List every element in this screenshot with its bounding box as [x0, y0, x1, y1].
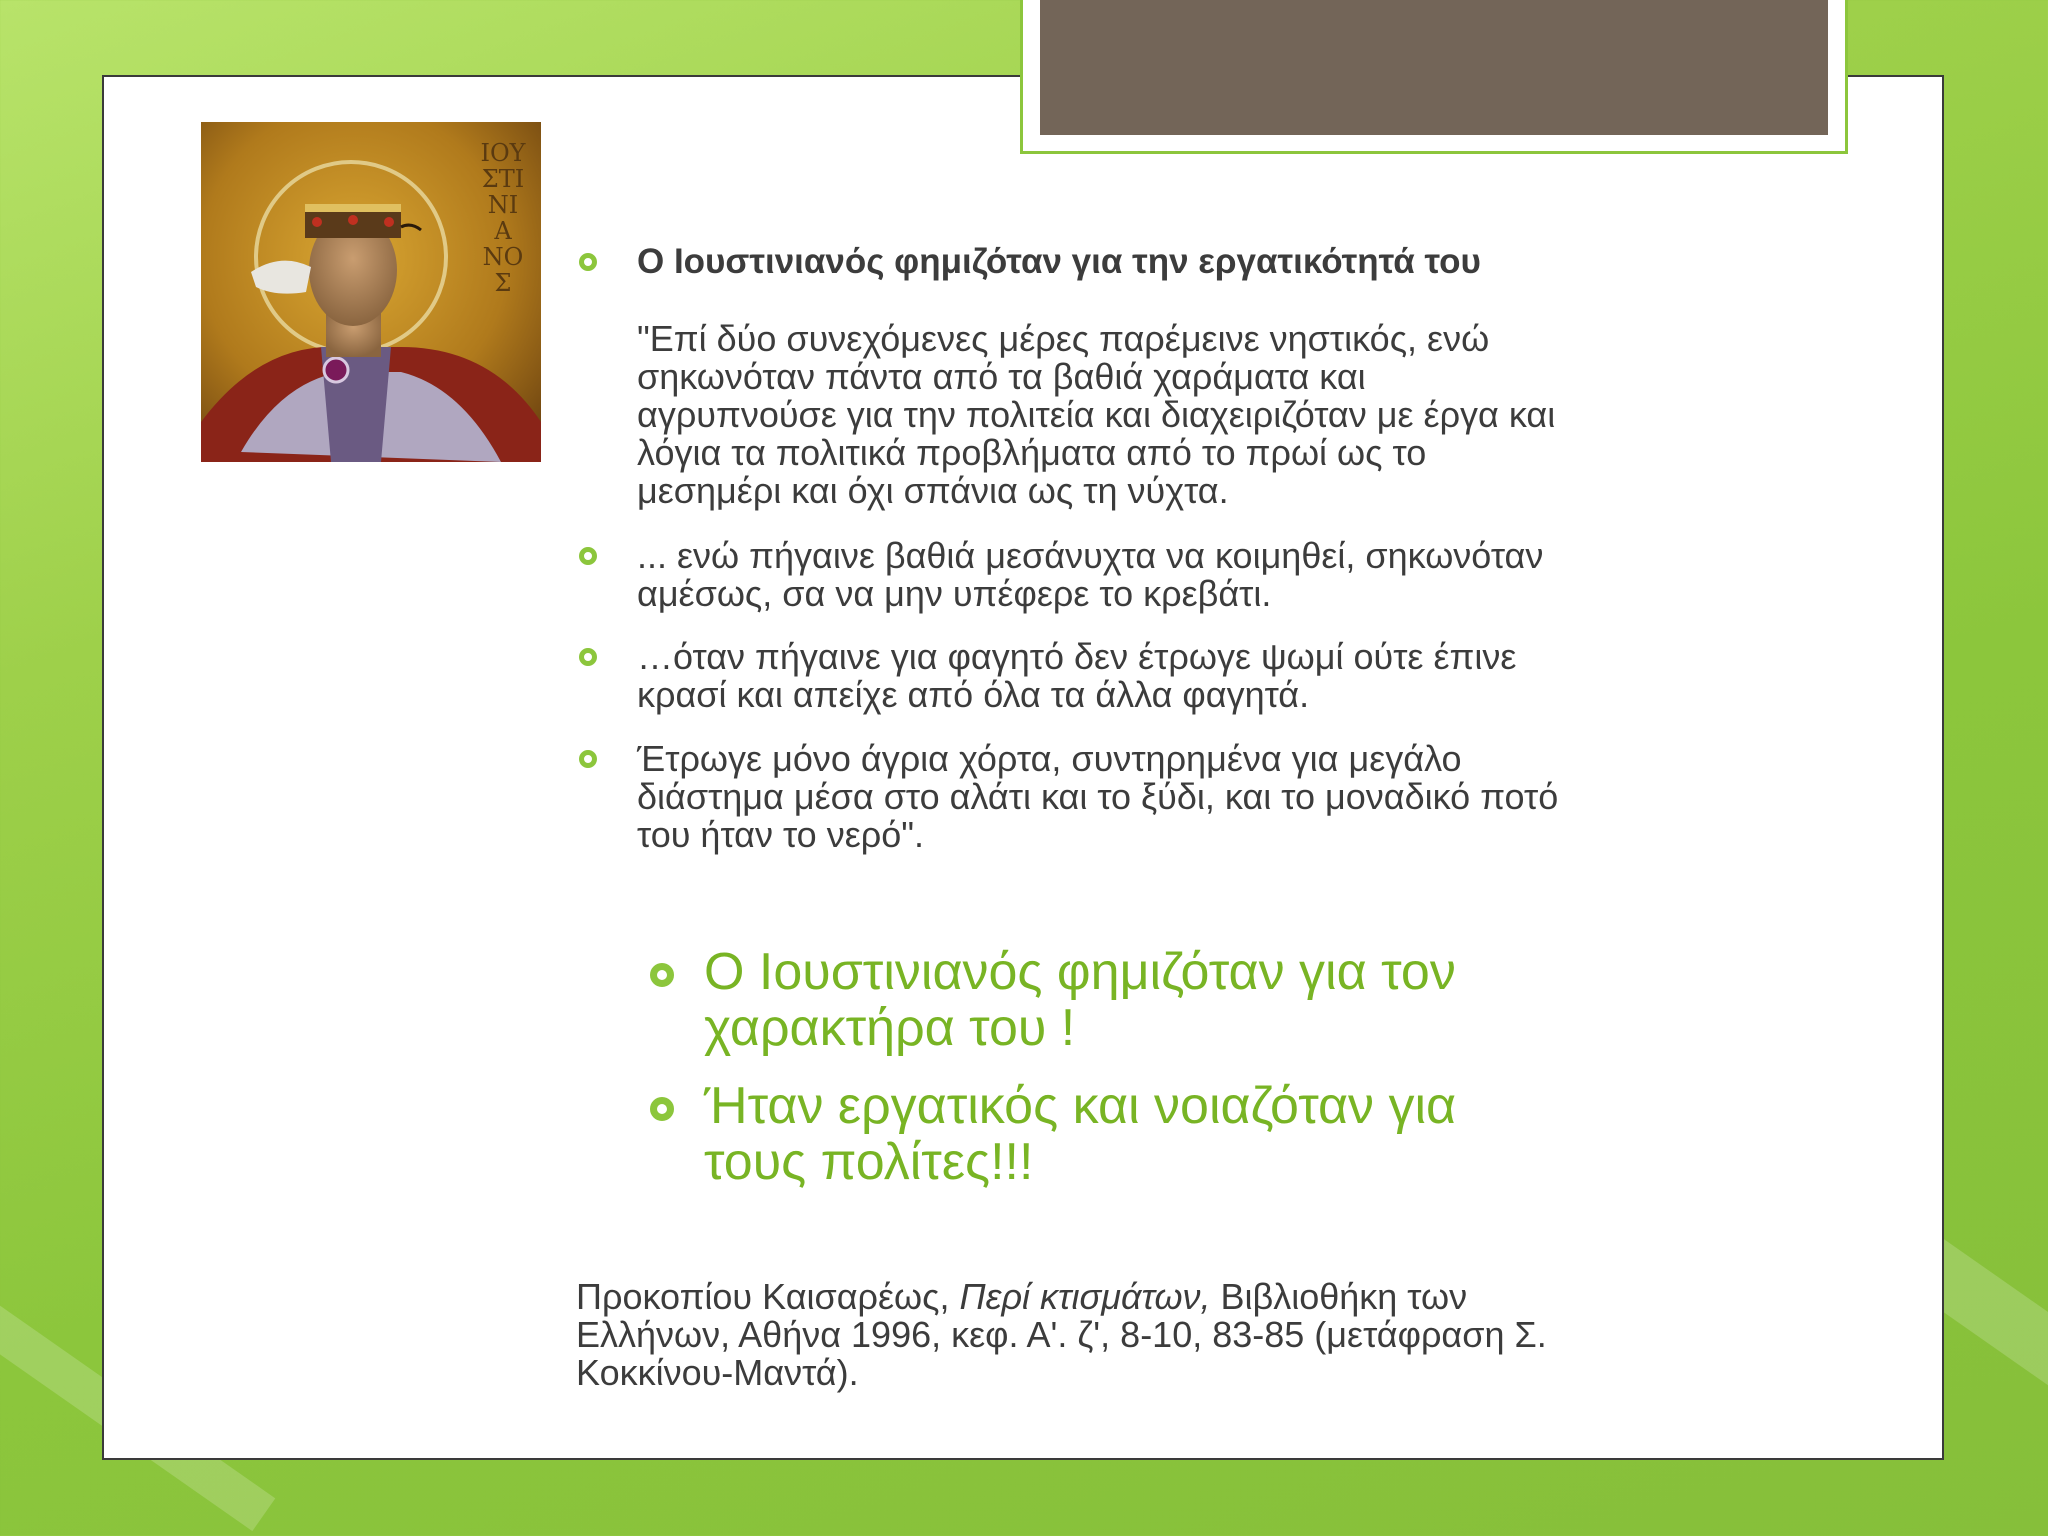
- highlight-line: Ήταν εργατικός και νοιαζόταν για: [704, 1077, 1457, 1135]
- highlight-text-character: [704, 944, 1456, 1056]
- citation-line-3: Κοκκίνου-Μαντά).: [576, 1352, 859, 1393]
- highlight-bullet-marker-1: [650, 963, 674, 987]
- citation-title: Περί κτισμάτων,: [959, 1276, 1211, 1317]
- bullet-line: …όταν πήγαινε για φαγητό δεν έτρωγε ψωμί ούτε έπινε: [637, 636, 1517, 677]
- bullet-text-2: [637, 537, 1543, 613]
- bullet-line: ... ενώ πήγαινε βαθιά μεσάνυχτα να κοιμηθεί, σηκωνόταν: [637, 535, 1544, 576]
- bullet-line: κρασί και απείχε από όλα τα άλλα φαγητά.: [637, 674, 1310, 715]
- quote-line: "Επί δύο συνεχόμενες μέρες παρέμεινε νηστικός, ενώ: [637, 318, 1490, 359]
- quote-line: αγρυπνούσε για την πολιτεία και διαχειριζόταν με έργα και: [637, 394, 1556, 435]
- bullet-heading-work-ethic: Ο Ιουστινιανός φημιζόταν για την εργατικότητά του: [637, 242, 1481, 281]
- source-citation: [576, 1278, 1547, 1392]
- citation-author: Προκοπίου Καισαρέως,: [576, 1276, 960, 1317]
- highlight-bullet-marker-2: [650, 1097, 674, 1121]
- bullet-line: του ήταν το νερό".: [637, 814, 925, 855]
- bullet-line: Έτρωγε μόνο άγρια χόρτα, συντηρημένα για μεγάλο: [637, 738, 1462, 779]
- quote-line: λόγια τα πολιτικά προβλήματα από το πρωί ως το: [637, 432, 1427, 473]
- highlight-line: τους πολίτες!!!: [704, 1133, 1034, 1191]
- highlight-line: χαρακτήρα του !: [704, 999, 1076, 1057]
- citation-publisher: Βιβλιοθήκη των: [1210, 1276, 1468, 1317]
- bullet-marker-3: [579, 648, 597, 666]
- citation-line-1: [576, 1278, 1547, 1316]
- bullet-line: αμέσως, σα να μην υπέφερε το κρεβάτι.: [637, 573, 1272, 614]
- bullet-text-4: [637, 740, 1558, 854]
- bullet-marker-4: [579, 750, 597, 768]
- mosaic-inscription: ΙΟΥ ΣΤΙ ΝΙ Α ΝΟ Σ: [480, 139, 526, 297]
- quote-line: σηκωνόταν πάντα από τα βαθιά χαράματα και: [637, 356, 1366, 397]
- citation-line-2: Ελλήνων, Αθήνα 1996, κεφ. Α'. ζ', 8-10, 83-85 (μετάφραση Σ.: [576, 1314, 1547, 1355]
- bullet-line: διάστημα μέσα στο αλάτι και το ξύδι, και το μοναδικό ποτό: [637, 776, 1559, 817]
- title-placeholder-box: [1040, 0, 1828, 135]
- highlight-line: Ο Ιουστινιανός φημιζόταν για τον: [704, 943, 1456, 1001]
- highlight-text-citizens: [704, 1078, 1456, 1190]
- justinian-mosaic-portrait: [201, 122, 541, 462]
- quote-line: μεσημέρι και όχι σπάνια ως τη νύχτα.: [637, 470, 1229, 511]
- bullet-marker-2: [579, 547, 597, 565]
- bullet-marker-1: [579, 253, 597, 271]
- quote-paragraph: [637, 320, 1555, 510]
- bullet-text-3: [637, 638, 1516, 714]
